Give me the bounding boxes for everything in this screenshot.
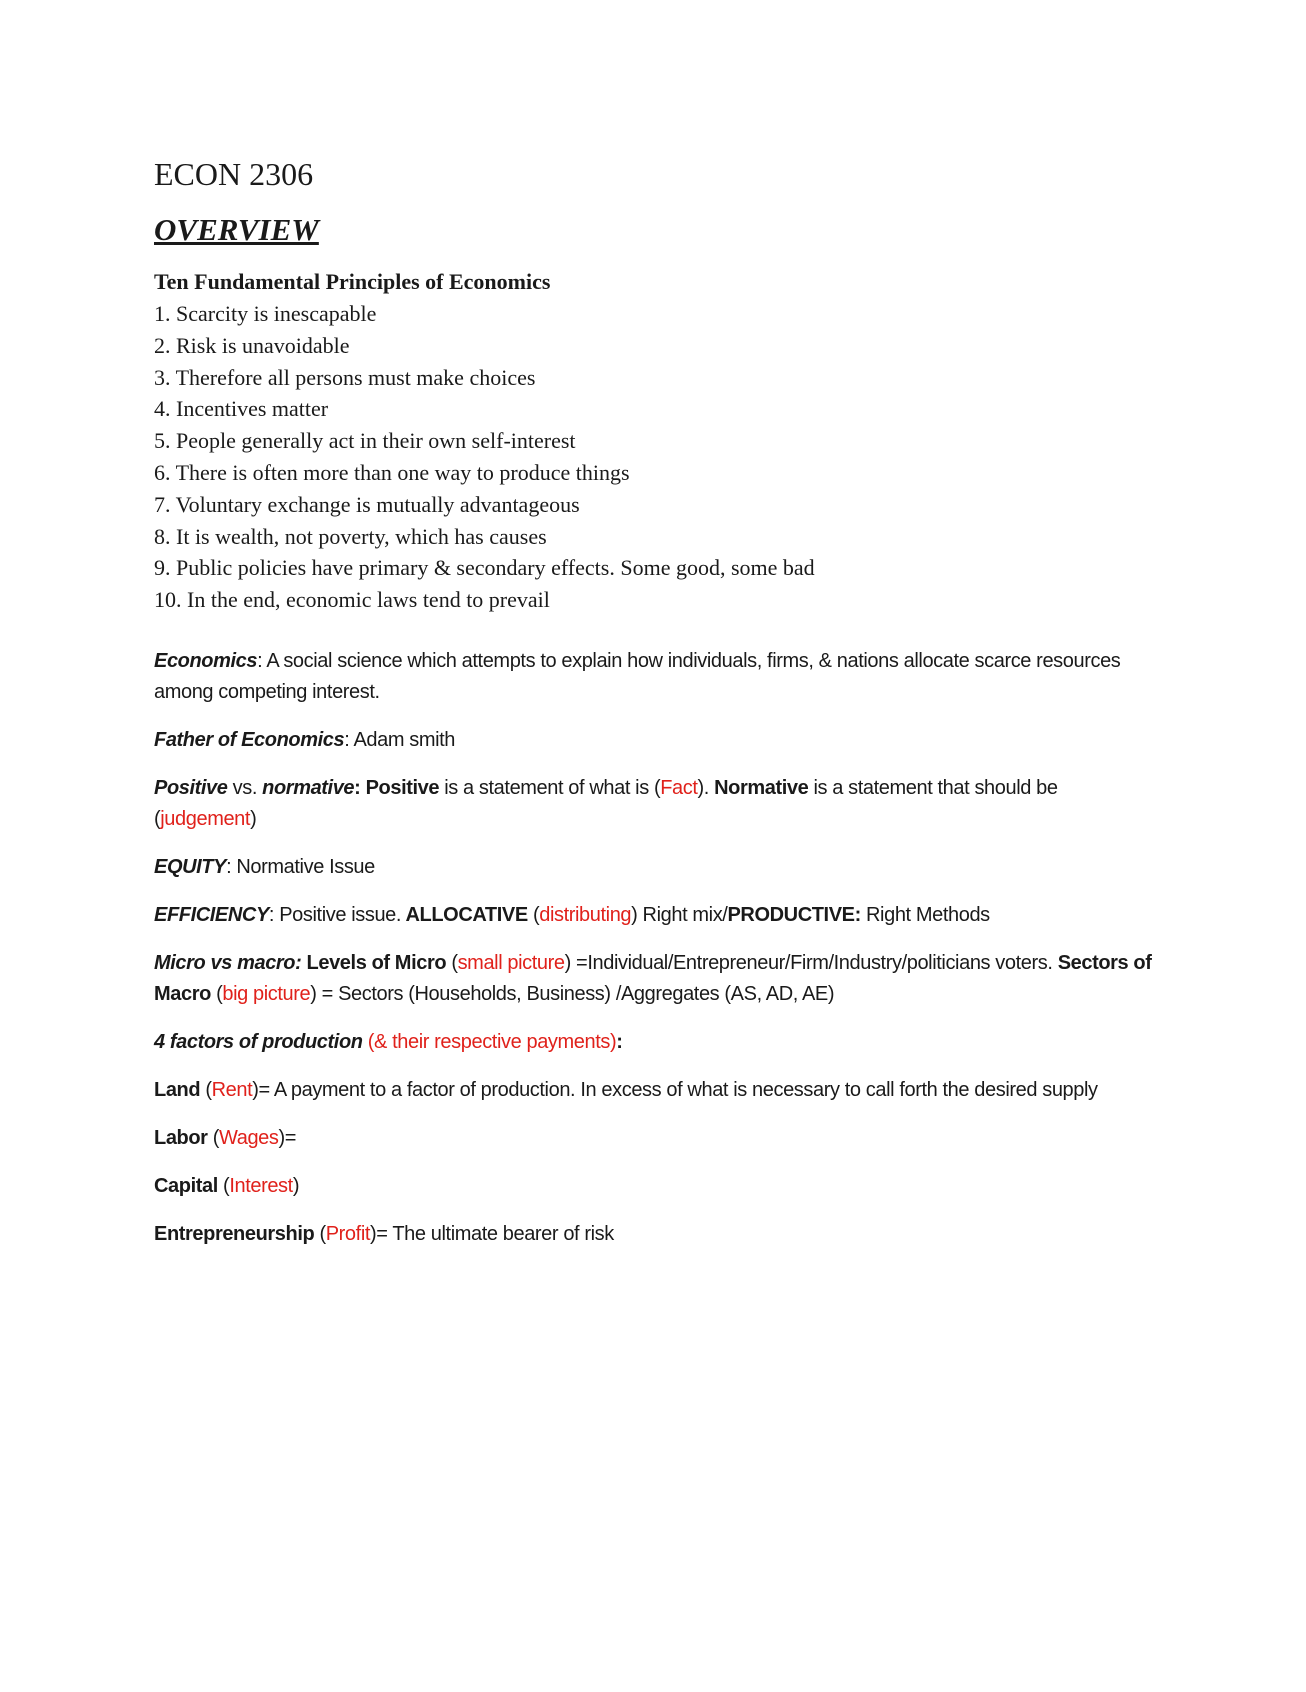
term-equity: EQUITY	[154, 855, 227, 878]
definition-economics	[154, 646, 1164, 708]
course-code: ECON 2306	[154, 156, 314, 192]
definition-text: )=	[278, 1126, 297, 1149]
definition-text: ) =Individual/Entrepreneur/Firm/Industry/politicians voters.	[564, 951, 1053, 974]
definition-land	[154, 1075, 1164, 1106]
term-land: Land	[154, 1078, 201, 1101]
list-item: 3. Therefore all persons must make choices	[154, 364, 536, 390]
colon: :	[616, 1030, 623, 1053]
list-item: 6. There is often more than one way to produce things	[154, 459, 630, 485]
term-father: Father of Economics	[154, 728, 345, 751]
small-picture-tag: small picture	[457, 951, 565, 974]
definition-text: )= A payment to a factor of production. In excess of what is necessary to call forth the desired supply	[252, 1078, 1098, 1101]
definition-capital	[154, 1171, 1164, 1202]
term-capital: Capital	[154, 1174, 218, 1197]
definition-text: A social science which attempts to explain how individuals, firms, & nations allocate scarce resources among competing interest.	[154, 649, 1121, 703]
close-paren: )	[250, 807, 257, 830]
open-paren: (	[210, 982, 223, 1005]
list-item: 9. Public policies have primary & secondary effects. Some good, some bad	[154, 555, 815, 581]
big-picture-tag: big picture	[222, 982, 311, 1005]
colon: :	[257, 649, 263, 672]
term-economics: Economics	[154, 649, 258, 672]
fact-tag: Fact	[660, 776, 698, 799]
definition-text: Adam smith	[349, 728, 456, 751]
list-item: 10. In the end, economic laws tend to prevail	[154, 587, 550, 613]
normative-label: Normative	[708, 776, 809, 799]
positive-label: Positive	[360, 776, 440, 799]
list-item: 4. Incentives matter	[154, 396, 329, 422]
positive-text: is a statement of what is (	[439, 776, 661, 799]
open-paren: (	[314, 1222, 326, 1245]
definition-text: )	[292, 1174, 300, 1197]
definition-father	[154, 725, 1164, 756]
open-paren: (	[446, 951, 458, 974]
open-paren: (	[527, 903, 540, 926]
definition-labor	[154, 1123, 1164, 1154]
term-labor: Labor	[154, 1126, 208, 1149]
open-paren: (	[217, 1174, 230, 1197]
term-factors: 4 factors of production	[154, 1030, 363, 1053]
colon: :	[268, 903, 275, 926]
colon: :	[344, 728, 350, 751]
principles-list	[154, 298, 1164, 616]
definition-efficiency	[154, 900, 1164, 931]
definition-text: Positive issue.	[274, 903, 402, 926]
profit-tag: Profit	[325, 1222, 371, 1245]
levels-micro-label: Levels of Micro	[301, 951, 447, 974]
judgement-tag: judgement	[160, 807, 251, 830]
list-item: 5. People generally act in their own self-interest	[154, 428, 576, 454]
definition-text: Right Methods	[860, 903, 990, 926]
term-efficiency: EFFICIENCY	[154, 903, 269, 926]
term-normative: normative	[262, 776, 355, 799]
definition-positive-normative	[154, 773, 1164, 835]
definition-text: ) Right mix/	[631, 903, 728, 926]
close-paren: ).	[697, 776, 709, 799]
definition-equity	[154, 852, 1164, 883]
list-item: 2. Risk is unavoidable	[154, 332, 350, 358]
term-positive: Positive	[154, 776, 228, 799]
list-item: 1. Scarcity is inescapable	[154, 301, 377, 326]
definition-text: )= The ultimate bearer of risk	[370, 1222, 614, 1245]
distributing-tag: distributing	[539, 903, 632, 926]
document-body	[154, 152, 1164, 1267]
open-paren: (	[200, 1078, 212, 1101]
colon: :	[354, 776, 361, 799]
definition-factors	[154, 1027, 1164, 1058]
list-item: 8. It is wealth, not poverty, which has causes	[154, 523, 547, 549]
definitions-section	[154, 646, 1164, 1250]
rent-tag: Rent	[211, 1078, 253, 1101]
definition-micro-macro	[154, 948, 1164, 1010]
definition-entrepreneurship	[154, 1219, 1164, 1250]
wages-tag: Wages	[218, 1126, 279, 1149]
vs-text: vs.	[227, 776, 263, 799]
definition-text: Normative Issue	[231, 855, 375, 878]
term-entrepreneurship: Entrepreneurship	[154, 1222, 315, 1245]
list-item: 7. Voluntary exchange is mutually advantageous	[154, 491, 580, 517]
open-paren: (	[207, 1126, 219, 1149]
principles-title: Ten Fundamental Principles of Economics	[154, 269, 551, 294]
productive-label: PRODUCTIVE:	[727, 903, 861, 926]
normative-text: is a statement that should be (	[154, 776, 1058, 830]
interest-tag: Interest	[229, 1174, 293, 1197]
payments-tag: (& their respective payments)	[362, 1030, 617, 1053]
allocative-label: ALLOCATIVE	[401, 903, 528, 926]
sectors-macro-label: Sectors of Macro	[154, 951, 1152, 1005]
colon: :	[226, 855, 232, 878]
term-micro-macro: Micro vs macro:	[154, 951, 302, 974]
definition-text: ) = Sectors (Households, Business) /Aggregates (AS, AD, AE)	[310, 982, 835, 1005]
overview-heading: OVERVIEW	[154, 212, 319, 247]
